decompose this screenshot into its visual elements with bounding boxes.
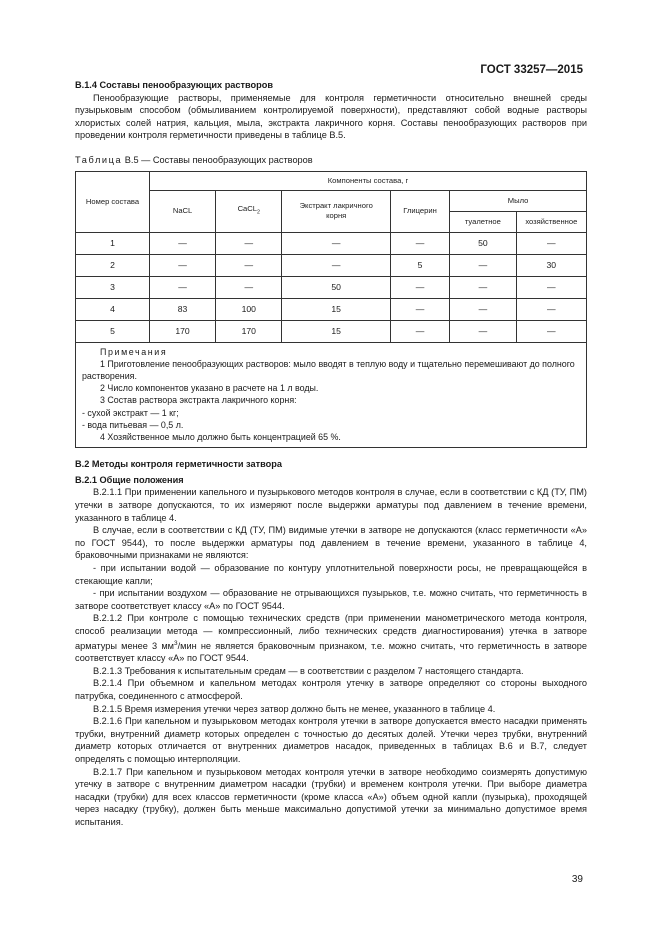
- table-cell: —: [390, 320, 449, 342]
- paragraph-air-test: - при испытании воздухом — образование не отрывающихся пузырьков, т.е. можно считать, что герметичность в затворе соответствует классу «А» по ГОСТ 9544.: [75, 588, 587, 611]
- col-header-components-group: Компоненты состава, г: [150, 171, 587, 190]
- table-cell: —: [150, 276, 216, 298]
- col-header-soap-toilet: туалетное: [450, 211, 516, 232]
- table-cell: —: [450, 320, 516, 342]
- table-row: [76, 276, 587, 298]
- table-cell: 50: [450, 232, 516, 254]
- table-cell: 170: [150, 320, 216, 342]
- table-cell: 170: [216, 320, 282, 342]
- paragraph-b212: В.2.1.2 При контроле с помощью технических средств (при применении манометрического метода контроля, способ реализации метода — компрессионный, либо технических средств диагностирования) утечка в затворе арматуры менее 3 $мм^3$/мин не является браковочным признаком, т.е. можно считать, что герметичность в затворе соответствует классу «А» по ГОСТ 9544.: [75, 613, 588, 664]
- note-3b: - вода питьевая — 0,5 л.: [82, 419, 184, 430]
- note-3: 3 Состав раствора экстракта лакричного корня:: [100, 395, 297, 406]
- note-2: 2 Число компонентов указано в расчете на 1 л воды.: [100, 383, 319, 394]
- table-caption-text: В.5 — Составы пенообразующих растворов: [122, 154, 313, 165]
- table-cell: —: [450, 254, 516, 276]
- foam-solutions-table: [75, 171, 587, 343]
- section-b14-paragraph: Пенообразующие растворы, применяемые для контроля герметичности относительно внешней среды пузырьковым способом (обмыливанием контролируемой поверхности), представляют собой водные растворы хлористых солей натрия, кальция, мыла, экстракта лакричного корня. Составы пенообразующих растворов при проведении контроля герметичности приведены в таблице В.5.: [75, 92, 587, 141]
- document-body: [75, 79, 587, 828]
- col-header-nacl: NaCL: [150, 190, 216, 232]
- table-cell: —: [516, 276, 586, 298]
- table-cell: —: [150, 254, 216, 276]
- table-cell: —: [282, 232, 390, 254]
- table-cell: —: [516, 232, 586, 254]
- table-cell: 30: [516, 254, 586, 276]
- page-number: 39: [571, 874, 583, 885]
- table-cell: 15: [282, 298, 390, 320]
- paragraph-b211: В.2.1.1 При применении капельного и пузырькового методов контроля в случае, если в соответствии с КД (ТУ, ПМ) утечки в затворе допускаются, то их измеряют после выдержки арматуры под давлением в течение времени, указанного в таблице 4.: [75, 487, 587, 523]
- table-cell: —: [516, 320, 586, 342]
- table-caption-word: Таблица: [75, 154, 123, 165]
- table-cell: 1: [76, 232, 150, 254]
- col-header-licorice-extract: Экстракт лакричного корня: [282, 190, 390, 232]
- table-cell: 5: [390, 254, 449, 276]
- table-row: [76, 254, 587, 276]
- section-b21-heading: В.2.1 Общие положения: [75, 474, 184, 485]
- table-cell: 100: [216, 298, 282, 320]
- section-b14-heading: В.1.4 Составы пенообразующих растворов: [75, 80, 274, 90]
- section-b2-heading: В.2 Методы контроля герметичности затвора: [75, 459, 282, 470]
- table-cell: —: [216, 232, 282, 254]
- paragraph-b215: В.2.1.5 Время измерения утечки через затвор должно быть не менее, указанного в таблице 4.: [93, 703, 496, 714]
- table-cell: —: [450, 276, 516, 298]
- note-4: 4 Хозяйственное мыло должно быть концентрацией 65 %.: [100, 431, 341, 442]
- table-cell: 5: [76, 320, 150, 342]
- table-cell: 50: [282, 276, 390, 298]
- col-header-number: Номер состава: [76, 171, 150, 232]
- col-header-soap-household: хозяйственное: [516, 211, 586, 232]
- table-cell: —: [390, 276, 449, 298]
- note-3a: - сухой экстракт — 1 кг;: [82, 407, 179, 418]
- table-cell: —: [282, 254, 390, 276]
- paragraph-b216: В.2.1.6 При капельном и пузырьковом методах контроля утечки в затворе допускается вместо насадки применять трубки, внутренний диаметр которых определен с точностью до десятых долей. Утечки через трубки, внутренний диаметр которых отличается от внутренних диаметров насадок, приведенных в таблицах В.6 и В.7, следует определять с помощью интерполяции.: [75, 716, 587, 764]
- table-row: [76, 298, 587, 320]
- table-cell: 4: [76, 298, 150, 320]
- notes-title: Примечания: [100, 346, 168, 357]
- document-header-id: ГОСТ 33257—2015: [480, 64, 583, 76]
- paragraph-b211-cont: В случае, если в соответствии с КД (ТУ, ПМ) видимые утечки в затворе не допускаются (класс герметичности «А» по ГОСТ 9544), то после выдержки арматуры под давлением в течение времени, указанного в таблице 4, браковочными признаками не являются:: [75, 525, 587, 561]
- table-cell: —: [150, 232, 216, 254]
- table-caption: [75, 154, 587, 167]
- col-header-cacl2: CaCL$_2$: [216, 190, 282, 232]
- table-cell: —: [390, 298, 449, 320]
- table-cell: 15: [282, 320, 390, 342]
- table-cell: —: [450, 298, 516, 320]
- paragraph-b217: В.2.1.7 При капельном и пузырьковом методах контроля утечки в затворе необходимо соизмерять допустимую утечку в затворе с внутренним диаметром насадки (трубки) и временем контроля утечки. При выборе диаметра насадки (трубки) для всех классов герметичности (кроме класса «А») объем одной капли (пузырька), проходящей через насадку (трубку), должен быть меньше максимально допустимой утечки за минимально допустимое время испытания.: [75, 766, 587, 827]
- paragraph-b213: В.2.1.3 Требования к испытательным средам — в соответствии с разделом 7 настоящего стандарта.: [93, 665, 524, 676]
- note-1: 1 Приготовление пенообразующих растворов: мыло вводят в теплую воду и тщательно перемешивают до полного растворения.: [82, 358, 575, 381]
- table-notes: [75, 343, 587, 449]
- table-cell: —: [516, 298, 586, 320]
- table-cell: —: [216, 254, 282, 276]
- table-cell: 3: [76, 276, 150, 298]
- table-cell: —: [216, 276, 282, 298]
- table-row: [76, 232, 587, 254]
- col-header-glycerin: Глицерин: [390, 190, 449, 232]
- table-row: [76, 320, 587, 342]
- table-cell: 2: [76, 254, 150, 276]
- paragraph-water-test: - при испытании водой — образование по контуру уплотнительной поверхности росы, не превращающейся в стекающие капли;: [75, 562, 587, 586]
- table-cell: —: [390, 232, 449, 254]
- col-header-soap: Мыло: [450, 190, 587, 211]
- paragraph-b214: В.2.1.4 При объемном и капельном методах контроля утечку в затворе определяют со стороны выходного патрубка, соединенного с атмосферой.: [75, 678, 587, 701]
- table-cell: 83: [150, 298, 216, 320]
